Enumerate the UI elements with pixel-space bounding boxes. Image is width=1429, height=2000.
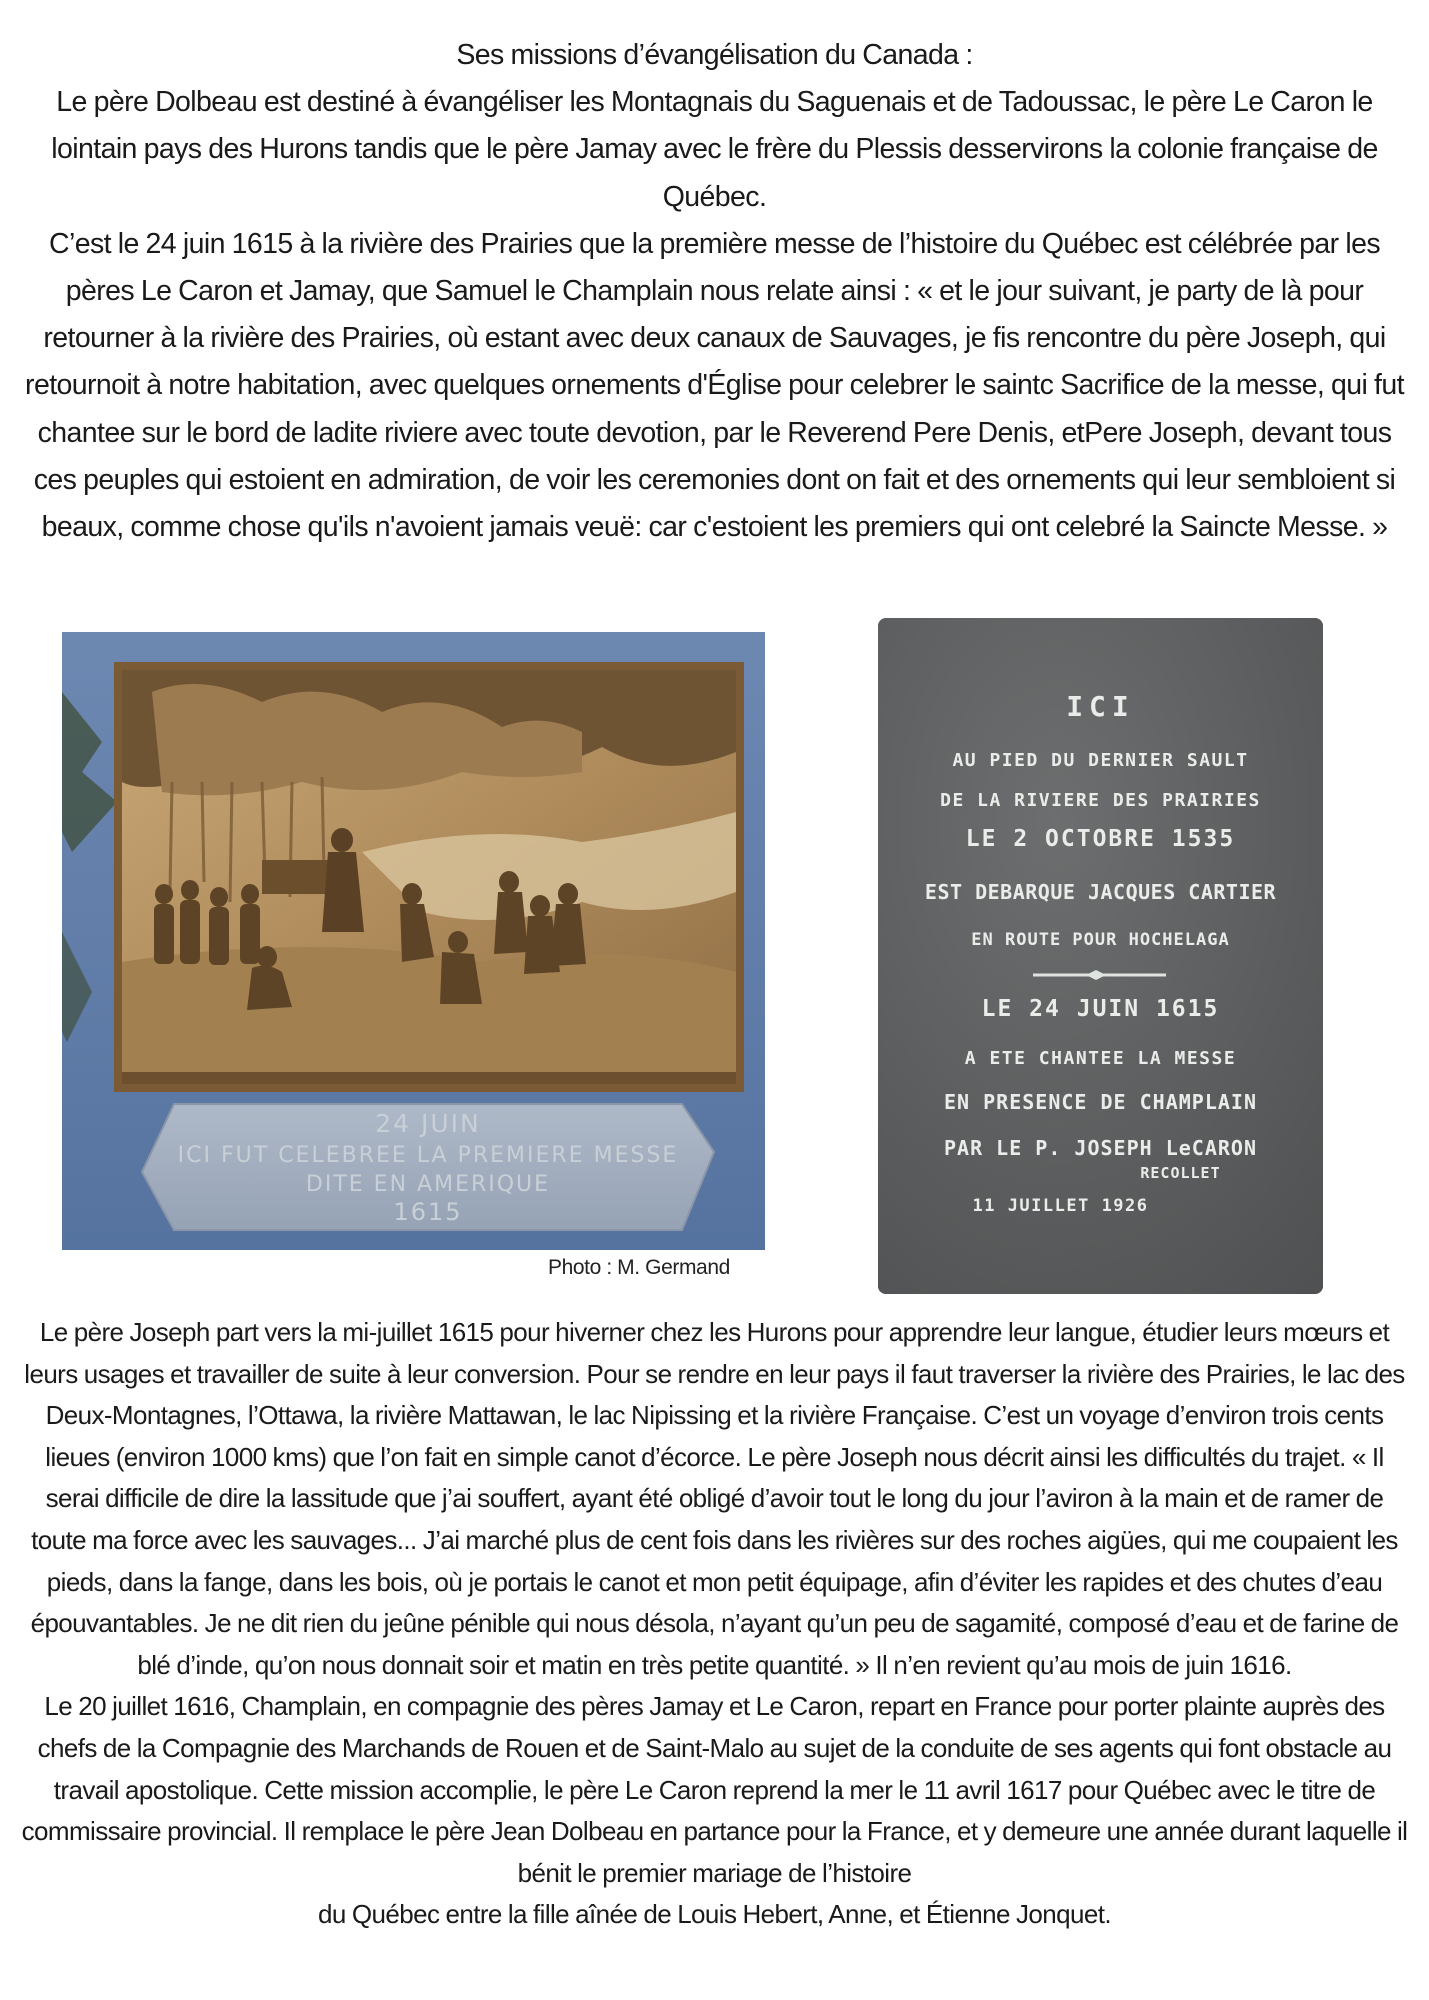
stone-line-2: AU PIED DU DERNIER SAULT — [952, 750, 1249, 771]
stone-line-3: DE LA RIVIERE DES PRAIRIES — [940, 790, 1261, 811]
stone-line-7: LE 24 JUIN 1615 — [981, 996, 1220, 1022]
stone-line-5: EST DEBARQUE JACQUES CARTIER — [924, 880, 1277, 904]
intro-text-block — [20, 32, 1409, 551]
stone-line-10: PAR LE P. JOSEPH LeCARON — [944, 1136, 1257, 1160]
stone-line-11: RECOLLET — [1140, 1164, 1221, 1182]
stone-line-8: A ETE CHANTEE LA MESSE — [964, 1048, 1237, 1069]
plaque-inscription-line-4: 1615 — [393, 1198, 463, 1226]
stone-line-9: EN PRESENCE DE CHAMPLAIN — [944, 1090, 1257, 1114]
paragraph-return-france: Le 20 juillet 1616, Champlain, en compagnie des pères Jamay et Le Caron, repart en France pour porter plainte auprès des chefs de la Compagnie des Marchands de Rouen et de Saint-Malo au sujet de la conduite de ses agents qui font obstacle au travail apostolique. Cette mission accomplie, le père Le Caron reprend la mer le 11 avril 1617 pour Québec avec le titre de commissaire provincial. Il remplace le père Jean Dolbeau en partance pour la France, et y demeure une année durant laquelle il bénit le premier mariage de l’histoire — [21, 1691, 1408, 1888]
section-heading: Ses missions d’évangélisation du Canada : — [456, 39, 973, 71]
plaque-inscription-line-2: ICI FUT CELEBREE LA PREMIERE MESSE — [177, 1143, 679, 1168]
stone-line-6: EN ROUTE POUR HOCHELAGA — [971, 930, 1230, 950]
body-text-block — [20, 1312, 1409, 1936]
photo-credit: Photo : M. Germand — [548, 1256, 730, 1279]
stone-line-4: LE 2 OCTOBRE 1535 — [965, 826, 1236, 852]
plaque-inscription-line-1: 24 JUIN — [375, 1109, 481, 1138]
paragraph-huron-journey: Le père Joseph part vers la mi-juillet 1615 pour hiverner chez les Hurons pour apprendre leur langue, étudier leurs mœurs et leurs usages et travailler de suite à leur conversion. Pour se rendre en leur pays il faut traverser la rivière des Prairies, le lac des Deux-Montagnes, l’Ottawa, la rivière Mattawan, le lac Nipissing et la rivière Française. C’est un voyage d’environ trois cents lieues (environ 1000 kms) que l’on fait en simple canot d’écorce. Le père Joseph nous décrit ainsi les difficultés du trajet. « Il serai difficile de dire la lassitude que j’ai souffert, ayant été obligé d’avoir tout le long du jour l’aviron à la main et de ramer de toute ma force avec les sauvages... J’ai marché plus de cent fois dans les rivières sur des roches aigües, qui me coupaient les pieds, dans la fange, dans les bois, où je portais le canot et mon petit équipage, afin d’éviter les rapides et des chutes d’eau épouvantables. Je ne dit rien du jeûne pénible qui nous désola, n’ayant qu’un peu de sagamité, composé d’eau et de farine de blé d’inde, qu’on nous donnait soir et matin en très petite quantité. » Il n’en revient qu’au mois de juin 1616. — [24, 1317, 1405, 1680]
paragraph-missions: Le père Dolbeau est destiné à évangéliser les Montagnais du Saguenais et de Tadoussac, le père Le Caron le lointain pays des Hurons tandis que le père Jamay avec le frère du Plessis desservirons la colonie française de Québec. — [51, 86, 1378, 213]
stone-line-12: 11 JUILLET 1926 — [972, 1196, 1149, 1216]
stone-line-1: ICI — [1066, 690, 1135, 723]
plaque-photo — [62, 632, 765, 1250]
plaque-inscription-line-3: DITE EN AMERIQUE — [305, 1172, 551, 1197]
paragraph-first-mass: C’est le 24 juin 1615 à la rivière des Prairies que la première messe de l’histoire du Québec est célébrée par les pères Le Caron et Jamay, que Samuel le Champlain nous relate ainsi : « et le jour suivant, je party de là pour retourner à la rivière des Prairies, où estant avec deux canaux de Sauvages, je fis rencontre du père Joseph, qui retournoit à notre habitation, avec quelques ornements d'Église pour celebrer le saintc Sacrifice de la messe, qui fut chantee sur le bord de ladite riviere avec toute devotion, par le Reverend Pere Denis, etPere Joseph, devant tous ces peuples qui estoient en admiration, de voir les ceremonies dont on fait et des ornements qui leur sembloient si beaux, comme chose qu'ils n'avoient jamais veuë: car c'estoient les premiers qui ont celebré la Saincte Messe. » — [25, 227, 1404, 544]
paragraph-marriage: du Québec entre la fille aînée de Louis Hebert, Anne, et Étienne Jonquet. — [318, 1899, 1111, 1930]
plaque-illustration — [62, 632, 765, 1250]
stone-photo — [878, 618, 1323, 1294]
